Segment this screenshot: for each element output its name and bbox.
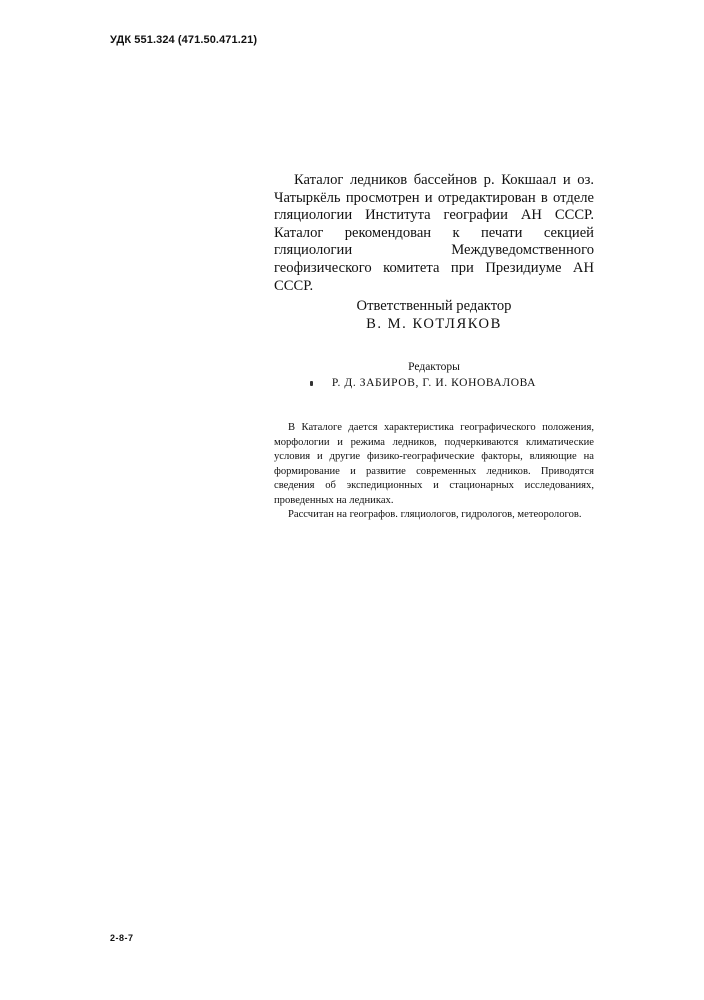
approval-note: Каталог ледников бассейнов р. Кокшаал и оз. Чатыркёль просмотрен и отредактирован в отделе гляциологии Института географии АН СССР. Каталог рекомендован к печати секцией гляциологии Междуведомственного геофизического комитета при Президиуме АН СССР. — [274, 172, 594, 294]
abstract — [274, 421, 594, 523]
printing-signature: 2-8-7 — [110, 933, 134, 943]
editors-label: Редакторы — [408, 361, 460, 373]
udk-code: УДК 551.324 (471.50.471.21) — [110, 34, 258, 46]
responsible-editor-label: Ответственный редактор — [356, 298, 512, 314]
editors-names: Р. Д. ЗАБИРОВ, Г. И. КОНОВАЛОВА — [331, 377, 537, 389]
responsible-editor-name: В. М. КОТЛЯКОВ — [366, 316, 502, 332]
abstract-paragraph-2: Рассчитан на географов. гляциологов, гидрологов, метеорологов. — [288, 509, 582, 520]
abstract-paragraph-1: В Каталоге дается характеристика географического положения, морфологии и режима ледников, подчеркиваются климатические условия и другие физико-географические факторы, влияющие на формирование и развитие современных ледников. Приводятся сведения об экспедиционных и стационарных исследованиях, проведенных на ледниках. — [274, 422, 594, 506]
